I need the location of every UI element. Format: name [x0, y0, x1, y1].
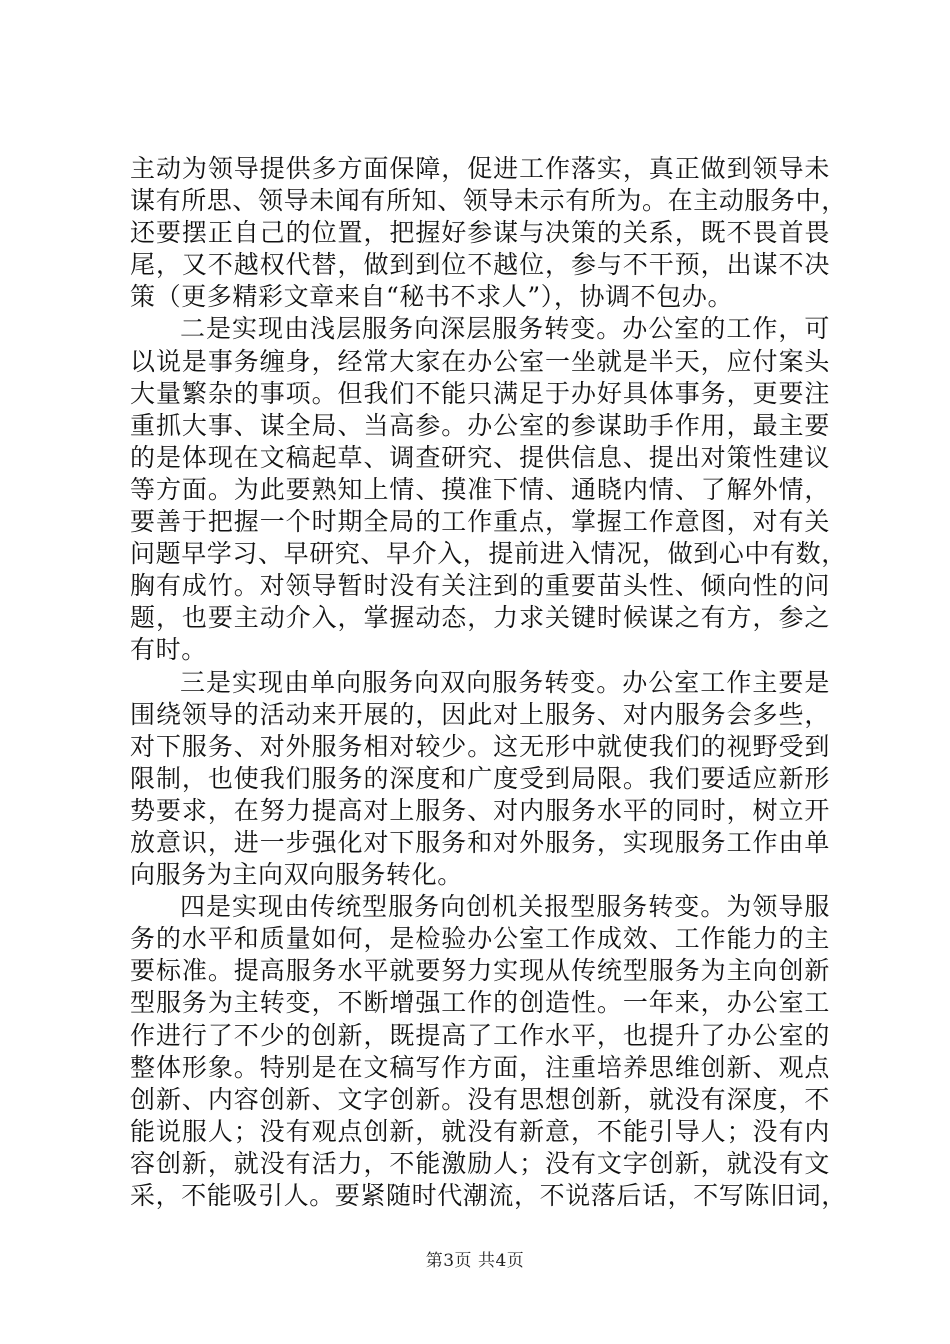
- text-line: 尾，又不越权代替，做到到位不越位，参与不干预，出谋不决: [130, 250, 830, 280]
- text-line: 创新、内容创新、文字创新。没有思想创新，就没有深度，不: [130, 1084, 830, 1114]
- text-line: 大量繁杂的事项。但我们不能只满足于办好具体事务，更要注: [130, 378, 830, 408]
- text-line: 务的水平和质量如何，是检验办公室工作成效、工作能力的主: [130, 924, 830, 954]
- text-line: 问题早学习、早研究、早介入，提前进入情况，做到心中有数，: [130, 539, 847, 569]
- text-line: 胸有成竹。对领导暂时没有关注到的重要苗头性、倾向性的问: [130, 571, 830, 601]
- body-text: [130, 153, 847, 1212]
- text-line: 策（更多精彩文章来自“秘书不求人”），协调不包办。: [130, 282, 734, 312]
- text-line: 采，不能吸引人。要紧随时代潮流，不说落后话，不写陈旧词，: [130, 1181, 847, 1210]
- text-line: 还要摆正自己的位置，把握好参谋与决策的关系，既不畏首畏: [130, 218, 830, 248]
- text-line: 能说服人；没有观点创新，就没有新意，不能引导人；没有内: [130, 1116, 830, 1146]
- text-line: 的是体现在文稿起草、调查研究、提供信息、提出对策性建议: [130, 442, 830, 472]
- text-line: 要善于把握一个时期全局的工作重点，掌握工作意图，对有关: [130, 507, 830, 537]
- text-line: 限制，也使我们服务的深度和广度受到局限。我们要适应新形: [130, 763, 830, 793]
- text-line: 谋有所思、领导未闻有所知、领导未示有所为。在主动服务中，: [130, 186, 847, 216]
- text-line: 重抓大事、谋全局、当高参。办公室的参谋助手作用，最主要: [130, 410, 830, 440]
- page-footer: 第3页 共4页: [425, 1251, 525, 1271]
- text-line: 势要求，在努力提高对上服务、对内服务水平的同时，树立开: [130, 795, 830, 825]
- text-line: 题，也要主动介入，掌握动态，力求关键时候谋之有方，参之: [130, 603, 830, 633]
- text-line: 三是实现由单向服务向双向服务转变。办公室工作主要是: [180, 667, 830, 697]
- text-line: 放意识，进一步强化对下服务和对外服务，实现服务工作由单: [130, 827, 830, 857]
- text-line: 对下服务、对外服务相对较少。这无形中就使我们的视野受到: [130, 731, 830, 761]
- text-line: 四是实现由传统型服务向创机关报型服务转变。为领导服: [180, 892, 830, 922]
- text-line: 型服务为主转变，不断增强工作的创造性。一年来，办公室工: [130, 988, 830, 1018]
- text-line: 整体形象。特别是在文稿写作方面，注重培养思维创新、观点: [130, 1052, 830, 1082]
- text-line: 以说是事务缠身，经常大家在办公室一坐就是半天，应付案头: [130, 346, 830, 376]
- text-line: 围绕领导的活动来开展的，因此对上服务、对内服务会多些，: [130, 699, 830, 729]
- text-line: 有时。: [130, 635, 207, 665]
- text-line: 容创新，就没有活力，不能激励人；没有文字创新，就没有文: [130, 1148, 830, 1178]
- text-line: 二是实现由浅层服务向深层服务转变。办公室的工作，可: [180, 314, 830, 344]
- text-line: 作进行了不少的创新，既提高了工作水平，也提升了办公室的: [130, 1020, 830, 1050]
- text-line: 等方面。为此要熟知上情、摸准下情、通晓内情、了解外情，: [130, 474, 830, 504]
- text-line: 要标准。提高服务水平就要努力实现从传统型服务为主向创新: [130, 956, 830, 986]
- text-line: 主动为领导提供多方面保障，促进工作落实，真正做到领导未: [130, 154, 830, 183]
- text-line: 向服务为主向双向服务转化。: [130, 860, 463, 890]
